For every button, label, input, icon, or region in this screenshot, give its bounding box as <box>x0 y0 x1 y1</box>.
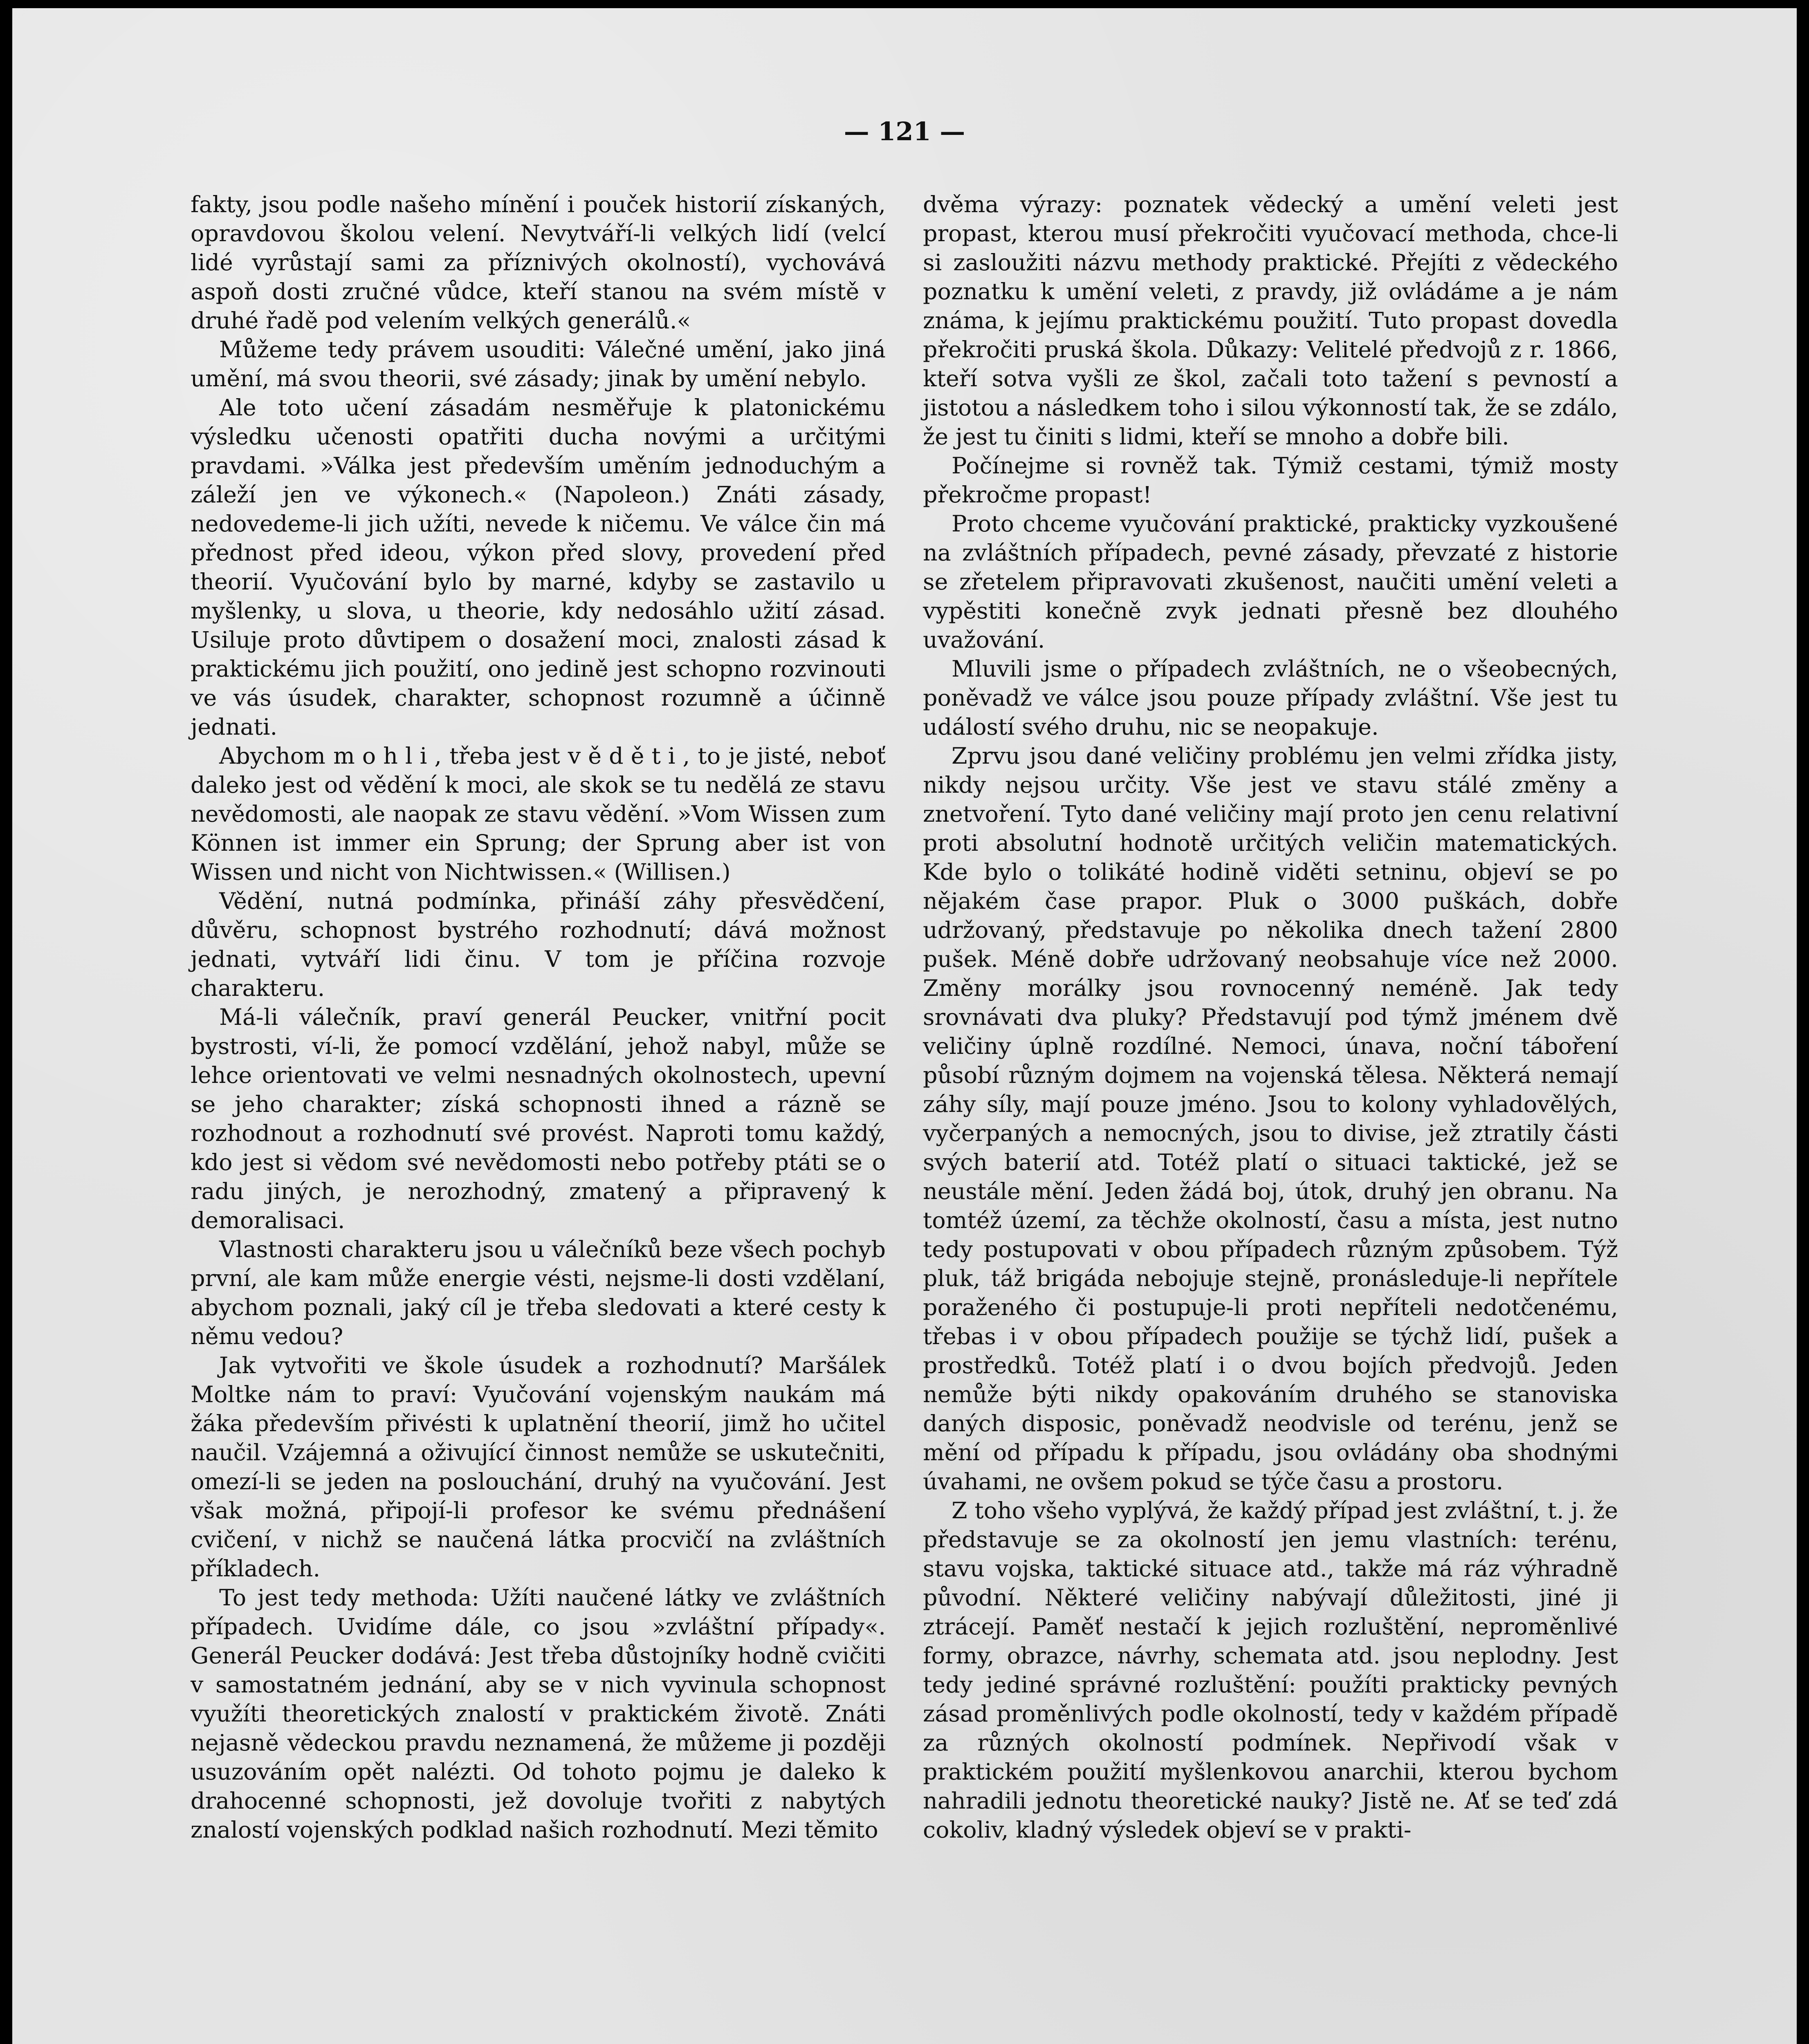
right-column <box>923 190 1618 1845</box>
text-run: , třeba jest <box>434 743 568 769</box>
paragraph: Počínejme si rovněž tak. Týmiž cestami, týmiž mosty překročme propast! <box>923 453 1618 508</box>
left-column <box>191 190 886 1845</box>
paragraph <box>191 742 886 887</box>
paragraph: dvěma výrazy: poznatek vědecký a umění veleti jest propast, kterou musí překročiti vyučovací methoda, chce-li si zasloužiti názvu methody praktické. Přejíti z vědeckého poznatku k umění veleti, z pravdy, již ovládáme a je nám známa, k jejímu praktickému použití. Tuto propast dovedla překročiti pruská škola. Důkazy: Velitelé předvojů z r. 1866, kteří sotva vyšli ze škol, začali toto tažení s pevností a jistotou a následkem toho i silou výkonností tak, že se zdálo, že jest tu činiti s lidmi, kteří se mnoho a dobře bili. <box>923 191 1618 450</box>
paragraph: Proto chceme vyučování praktické, prakticky vyzkoušené na zvláštních případech, pevné zásady, převzaté z historie se zřetelem připravovati zkušenost, naučiti umění veleti a vypěstiti konečně zvyk jednati přesně bez dlouhého uvažování. <box>923 511 1618 653</box>
page-number: — 121 — <box>844 117 965 146</box>
paragraph: Vlastnosti charakteru jsou u válečníků beze všech pochyb první, ale kam může energie vésti, nejsme-li dosti vzdělaní, abychom poznali, jaký cíl je třeba sledovati a které cesty k němu vedou? <box>191 1236 886 1350</box>
paragraph: Má-li válečník, praví generál Peucker, vnitřní pocit bystrosti, ví-li, že pomocí vzdělání, jehož nabyl, může se lehce orientovati ve velmi nesnadných okolnostech, upevní se jeho charakter; získá schopnosti ihned a rázně se rozhodnout a rozhodnutí své provést. Naproti tomu každý, kdo jest si vědom své nevědomosti nebo potřeby ptáti se o radu jiných, je nerozhodný, zmatený a připravený k demoralisaci. <box>191 1004 886 1234</box>
text-run: Abychom <box>219 743 334 769</box>
paragraph: Zprvu jsou dané veličiny problému jen velmi zřídka jisty, nikdy nejsou určity. Vše jest ve stavu stálé změny a znetvoření. Tyto dané veličiny mají proto jen cenu relativní proti absolutní hodnotě určitých veličin matematických. Kde bylo o tolikáté hodině viděti setninu, objeví se po nějakém čase prapor. Pluk o 3000 puškách, dobře udržovaný, představuje po několika dnech tažení 2800 pušek. Méně dobře udržovaný neobsahuje více než 2000. Změny morálky jsou rovnocenný neméně. Jak tedy srovnávati dva pluky? Představují pod týmž jménem dvě veličiny úplně rozdílné. Nemoci, únava, noční táboření působí různým dojmem na vojenská tělesa. Některá nemají záhy síly, mají pouze jméno. Jsou to kolony vyhladovělých, vyčerpaných a nemocných, jsou to divise, jež ztratily části svých baterií atd. Totéž platí o situaci taktické, jež se neustále mění. Jeden žádá boj, útok, druhý jen obranu. Na tomtéž území, za těchže okolností, času a místa, jest nutno tedy postupovati v obou případech různým způsobem. Týž pluk, táž brigáda nebojuje stejně, pronásleduje-li nepřítele poraženého či postupuje-li proti nepříteli nedotčenému, třebas i v obou případech použije se týchž lidí, pušek a prostředků. Totéž platí i o dvou bojích předvojů. Jeden nemůže býti nikdy opakováním druhého se stanoviska daných disposic, poněvadž neodvisle od terénu, jenž se mění od případu k případu, jsou ovládány oba shodnými úvahami, ne ovšem pokud se týče času a prostoru. <box>923 743 1618 1495</box>
paragraph: Můžeme tedy právem usouditi: Válečné umění, jako jiná umění, má svou theorii, své zásady; jinak by umění nebylo. <box>191 336 886 392</box>
paragraph: Ale toto učení zásadám nesměřuje k platonickému výsledku učenosti opatřiti ducha novými a určitými pravdami. »Válka jest především uměním jednoduchým a záleží jen ve výkonech.« (Napoleon.) Znáti zásady, nedovedeme-li jich užíti, nevede k ničemu. Ve válce čin má přednost před ideou, výkon před slovy, provedení před theorií. Vyučování bylo by marné, kdyby se zastavilo u myšlenky, u slova, u theorie, kdy nedosáhlo užití zásad. Usiluje proto důvtipem o dosažení moci, znalosti zásad k praktickému jich použití, ono jedině jest schopno rozvinouti ve vás úsudek, charakter, schopnost rozumně a účinně jednati. <box>191 394 886 740</box>
paragraph: Jak vytvořiti ve škole úsudek a rozhodnutí? Maršálek Moltke nám to praví: Vyučování vojenským naukám má žáka především přivésti k uplatnění theorií, jimž ho učitel naučil. Vzájemná a oživující činnost nemůže se uskutečniti, omezí-li se jeden na poslouchání, druhý na vyučování. Jest však možná, připojí-li profesor ke svému přednášení cvičení, v nichž se naučená látka procvičí na zvláštních příkladech. <box>191 1352 886 1582</box>
text-run: , to je jisté, neboť daleko jest od vědění k moci, ale skok se tu nedělá ze stavu nevědomosti, ale naopak ze stavu vědění. »Vom Wissen zum Können ist immer ein Sprung; der Sprung aber ist von Wissen und nicht von Nichtwissen.« (Willisen.) <box>191 743 886 885</box>
paragraph: Z toho všeho vyplývá, že každý případ jest zvláštní, t. j. že představuje se za okolností jen jemu vlastních: terénu, stavu vojska, taktické situace atd., takže má ráz výhradně původní. Některé veličiny nabývají důležitosti, jiné ji ztrácejí. Paměť nestačí k jejich rozluštění, neproměnlivé formy, obrazce, návrhy, schemata atd. jsou neplodny. Jest tedy jediné správné rozluštění: použíti prakticky pevných zásad proměnlivých podle okolností, tedy v každém případě za různých okolností podmínek. Nepřivodí však v praktickém použití myšlenkovou anarchii, kterou bychom nahradili jednotu theoretické nauky? Jistě ne. Ať se teď zdá cokoliv, kladný výsledek objeví se v prakti- <box>923 1497 1618 1843</box>
emphasized-word: věděti <box>568 743 683 769</box>
emphasized-word: mohli <box>333 743 435 769</box>
scanned-page <box>12 8 1797 2044</box>
paragraph: Mluvili jsme o případech zvláštních, ne o všeobecných, poněvadž ve válce jsou pouze případy zvláštní. Vše jest tu událostí svého druhu, nic se neopakuje. <box>923 656 1618 740</box>
paragraph: fakty, jsou podle našeho mínění i pouček historií získaných, opravdovou školou velení. Nevytváří-li velkých lidí (velcí lidé vyrůstají sami za příznivých okolností), vychovává aspoň dosti zručné vůdce, kteří stanou na svém místě v druhé řadě pod velením velkých generálů.« <box>191 191 886 334</box>
paragraph: To jest tedy methoda: Užíti naučené látky ve zvláštních případech. Uvidíme dále, co jsou »zvláštní případy«. Generál Peucker dodává: Jest třeba důstojníky hodně cvičiti v samostatném jednání, aby se v nich vyvinula schopnost využíti theoretických znalostí v praktickém životě. Znáti nejasně vědeckou pravdu neznamená, že můžeme ji později usuzováním opět nalézti. Od tohoto pojmu je daleko k drahocenné schopnosti, jež dovoluje tvořiti z nabytých znalostí vojenských podklad našich rozhodnutí. Mezi těmito <box>191 1585 886 1843</box>
paragraph: Vědění, nutná podmínka, přináší záhy přesvědčení, důvěru, schopnost bystrého rozhodnutí; dává možnost jednati, vytváří lidi činu. V tom je příčina rozvoje charakteru. <box>191 888 886 1002</box>
